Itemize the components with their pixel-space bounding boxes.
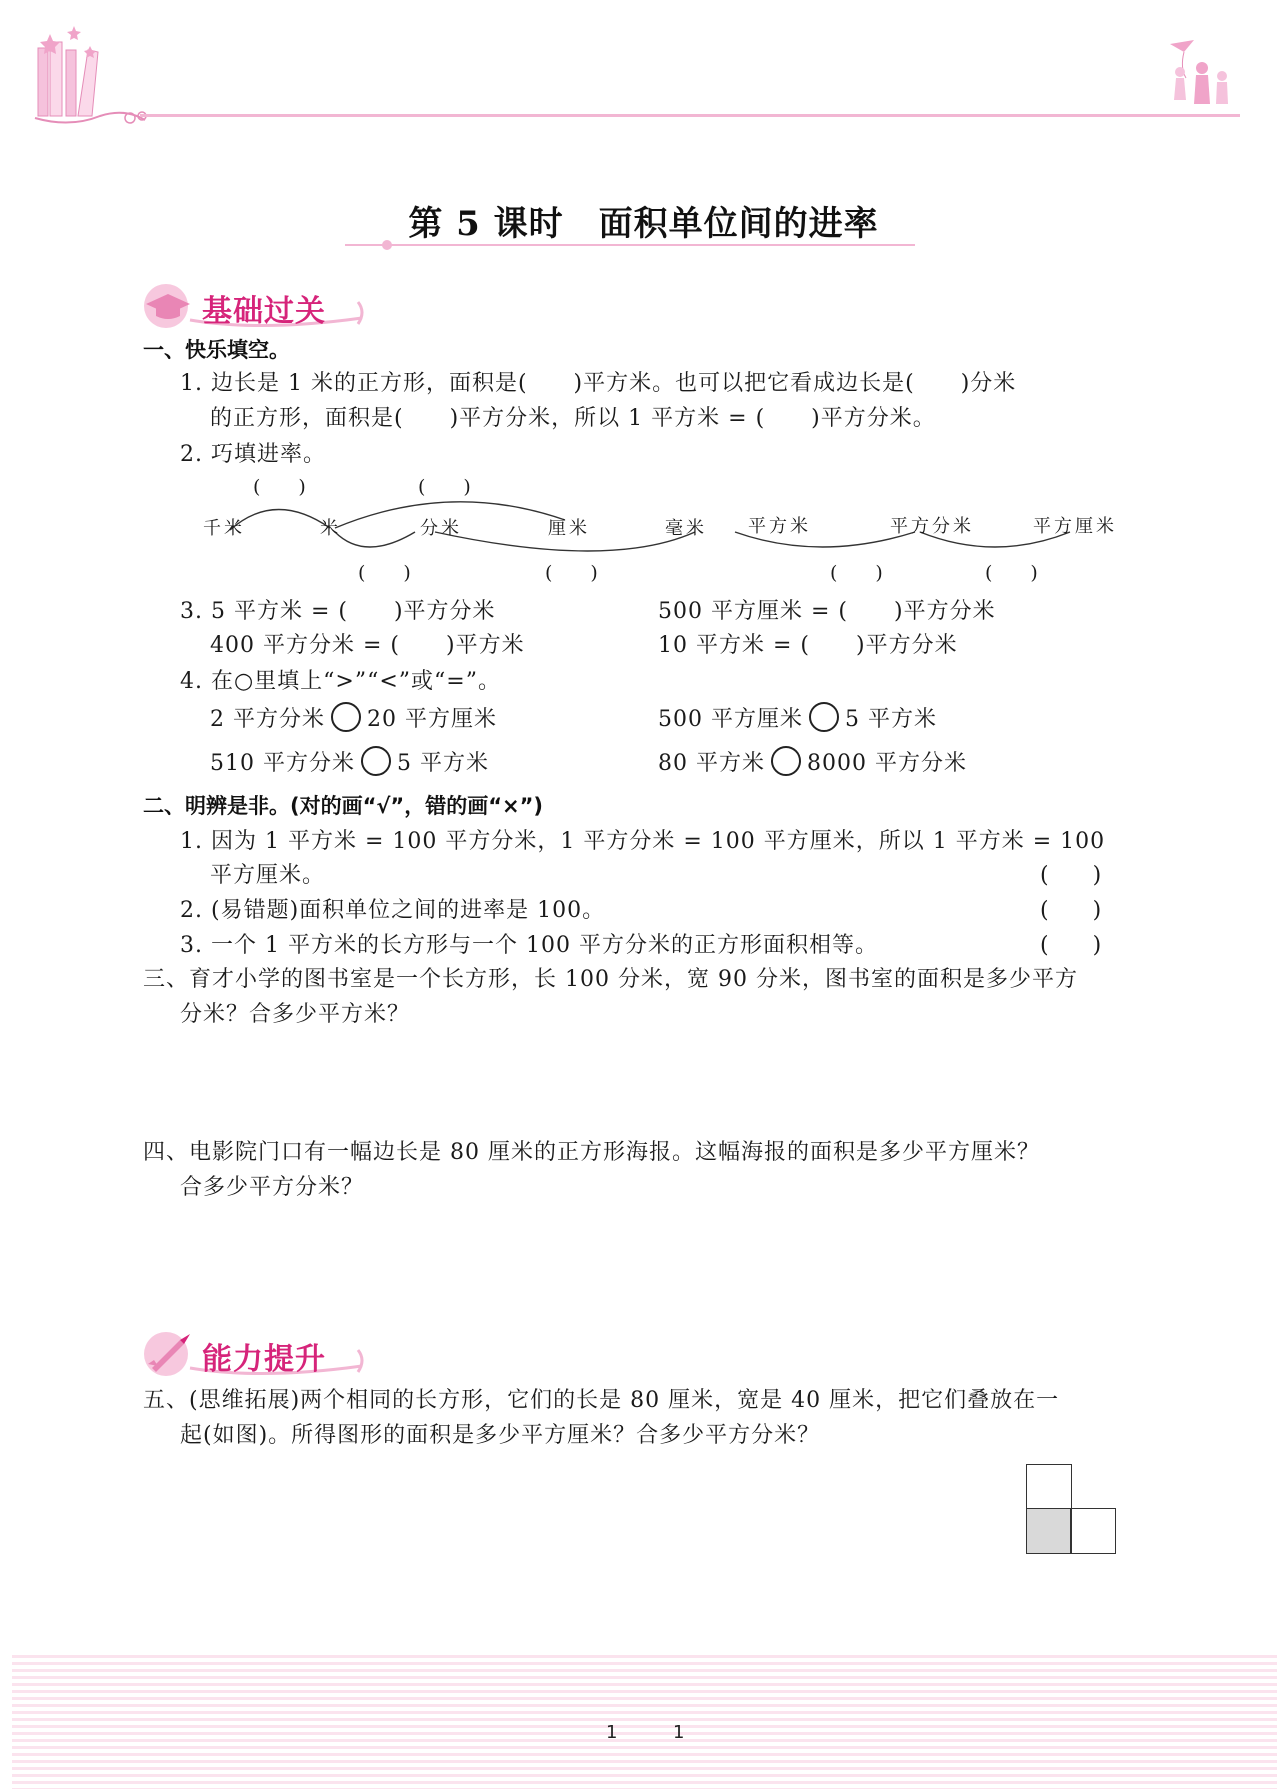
compare-row-4 [658, 746, 967, 777]
compare-left: 500 平方厘米 [658, 707, 803, 732]
judge-blank-2[interactable]: ( ) [1040, 898, 1102, 923]
header-rule [140, 114, 1240, 117]
q5-line1: 五、(思维拓展)两个相同的长方形，它们的长是 80 厘米，宽是 40 厘米，把它们叠放在一 [143, 1388, 1060, 1413]
compare-row-1 [210, 702, 497, 733]
unit-sq-m: 平方米 [748, 516, 811, 537]
compare-circle[interactable] [331, 702, 361, 732]
compare-right: 8000 平方分米 [807, 751, 967, 776]
q2-heading: 二、明辨是非。(对的画“√”，错的画“×”) [143, 794, 544, 818]
q3-line1: 三、育才小学的图书室是一个长方形，长 100 分米，宽 90 分米，图书室的面积是多少平方 [143, 967, 1078, 992]
section-banner-basic [140, 282, 370, 330]
unit-mm: 毫米 [665, 518, 707, 539]
compare-circle[interactable] [809, 702, 839, 732]
blank-lower-4[interactable]: ( ) [985, 562, 1038, 584]
q3-line2: 分米？合多少平方米？ [180, 1002, 411, 1027]
q4-line1: 四、电影院门口有一幅边长是 80 厘米的正方形海报。这幅海报的面积是多少平方厘米？ [143, 1140, 1040, 1165]
compare-row-2 [658, 702, 937, 733]
q1-item3-b: 500 平方厘米 = ( )平方分米 [658, 599, 996, 624]
q1-item2: 2. 巧填进率。 [180, 442, 326, 467]
unit-cm: 厘米 [548, 518, 590, 539]
q1-item1-line2: 的正方形，面积是( )平方分米，所以 1 平方米 = ( )平方分米。 [210, 406, 936, 431]
compare-right: 20 平方厘米 [367, 707, 497, 732]
blank-upper-2[interactable]: ( ) [418, 476, 471, 498]
compare-row-3 [210, 746, 489, 777]
unit-m: 米 [320, 518, 341, 539]
q1-heading: 一、快乐填空。 [143, 338, 290, 362]
section-title-basic: 基础过关 [202, 294, 326, 329]
compare-circle[interactable] [771, 746, 801, 776]
unit-sq-cm: 平方厘米 [1033, 516, 1117, 537]
children-kite-decoration-icon [1160, 38, 1240, 118]
q1-item3-c: 400 平方分米 = ( )平方米 [210, 633, 525, 658]
compare-left: 2 平方分米 [210, 707, 325, 732]
page-number-1: 1 [606, 1722, 618, 1743]
q1-item3-a: 3. 5 平方米 = ( )平方分米 [180, 599, 496, 624]
q2-item1-line1: 1. 因为 1 平方米 = 100 平方分米，1 平方分米 = 100 平方厘米，所以 1 平方米 = 100 [180, 829, 1106, 854]
q1-item4: 4. 在○里填上“>”“<”或“=”。 [180, 669, 501, 694]
lesson-title: 第 5 课时 面积单位间的进率 [408, 204, 879, 244]
unit-sq-dm: 平方分米 [890, 516, 974, 537]
blank-upper-1[interactable]: ( ) [253, 476, 306, 498]
unit-km: 千米 [203, 518, 245, 539]
q2-item1-line2: 平方厘米。 [210, 863, 326, 888]
footer-band [12, 1655, 1277, 1789]
figure-cell-right [1070, 1508, 1116, 1554]
compare-right: 5 平方米 [397, 751, 489, 776]
section-banner-advanced [140, 1330, 370, 1378]
figure-cell-top [1026, 1464, 1072, 1510]
q4-line2: 合多少平方分米？ [180, 1175, 365, 1200]
blank-lower-3[interactable]: ( ) [830, 562, 883, 584]
compare-left: 80 平方米 [658, 751, 765, 776]
q1-item3-d: 10 平方米 = ( )平方分米 [658, 633, 958, 658]
q1-item1-line1: 1. 边长是 1 米的正方形，面积是( )平方米。也可以把它看成边长是( )分米 [180, 371, 1017, 396]
title-underline [345, 240, 915, 250]
q2-item3: 3. 一个 1 平方米的长方形与一个 100 平方分米的正方形面积相等。 [180, 933, 878, 958]
compare-left: 510 平方分米 [210, 751, 355, 776]
judge-blank-1[interactable]: ( ) [1040, 863, 1102, 888]
figure-cell-overlap [1026, 1508, 1072, 1554]
unit-dm: 分米 [420, 518, 462, 539]
overlap-figure [1026, 1464, 1118, 1556]
blank-lower-1[interactable]: ( ) [358, 562, 411, 584]
section-title-advanced: 能力提升 [202, 1342, 326, 1377]
page-number-2: 1 [673, 1722, 685, 1743]
q2-item2: 2. (易错题)面积单位之间的进率是 100。 [180, 898, 606, 923]
compare-right: 5 平方米 [845, 707, 937, 732]
judge-blank-3[interactable]: ( ) [1040, 933, 1102, 958]
q5-line2: 起(如图)。所得图形的面积是多少平方厘米？合多少平方分米？ [180, 1423, 821, 1448]
compare-circle[interactable] [361, 746, 391, 776]
blank-lower-2[interactable]: ( ) [545, 562, 598, 584]
